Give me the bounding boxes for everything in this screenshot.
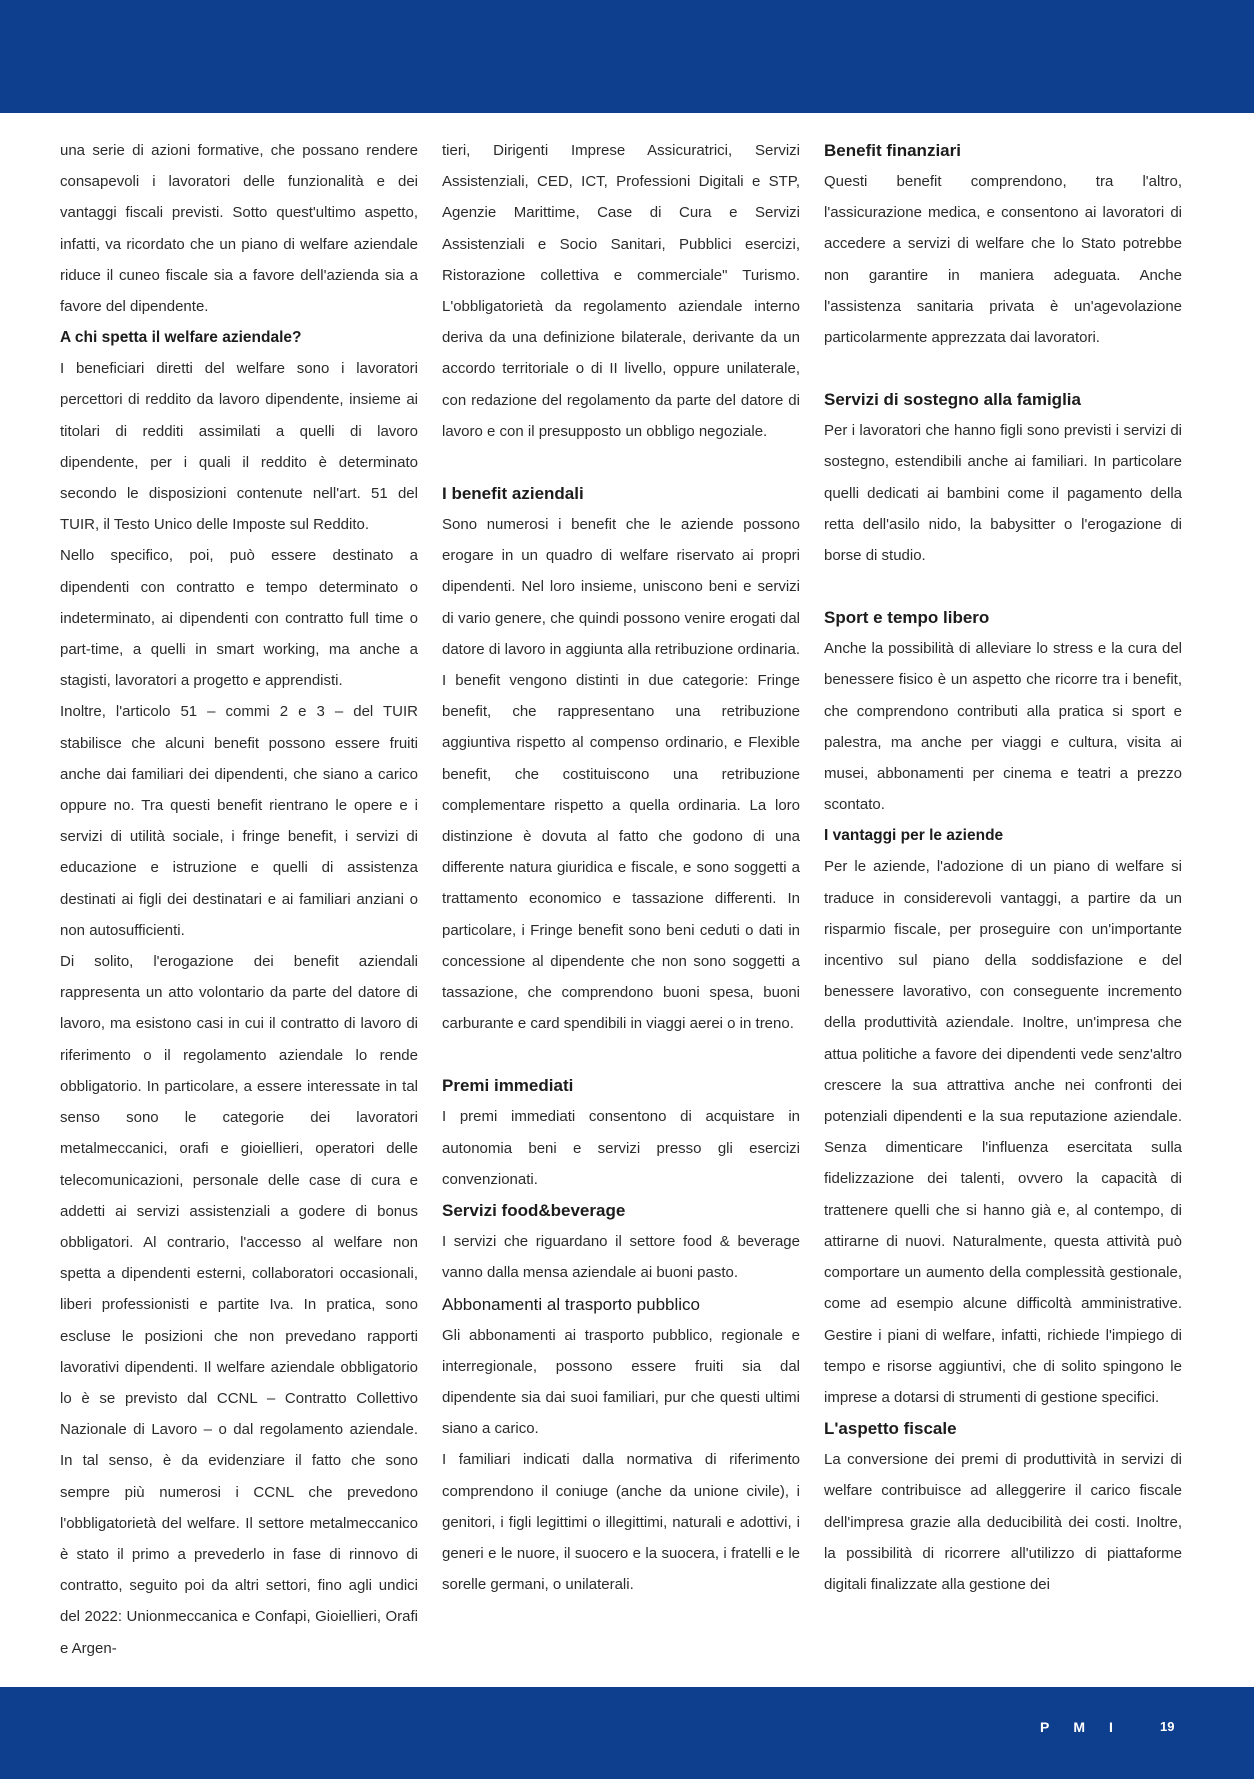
paragraph: I servizi che riguardano il settore food & beverage vanno dalla mensa aziendale ai buoni pasto.	[442, 1233, 800, 1282]
section-heading: I benefit aziendali	[442, 484, 584, 504]
paragraph: I familiari indicati dalla normativa di riferimento comprendono il coniuge (anche da unione civile), i genitori, i figli legittimi o illegittimi, naturali e adottivi, i generi e le nuore, il suocero e la suocera, i fratelli e le sorelle germani, o unilaterali.	[442, 1451, 800, 1594]
paragraph: La conversione dei premi di produttività in servizi di welfare contribuisce ad alleggerire il carico fiscale dell'impresa grazie alla deducibilità dei costi. Inoltre, la possibilità di ricorrere all'utilizzo di piattaforme digitali finalizzate alla gestione dei	[824, 1451, 1182, 1593]
paragraph: Inoltre, l'articolo 51 – commi 2 e 3 – del TUIR stabilisce che alcuni benefit possono essere fruiti anche dai familiari dei dipendenti, che siano a carico oppure no. Tra questi benefit rientrano le opere e i servizi di utilità sociale, i fringe benefit, i servizi di educazione e istruzione e quelli di assistenza destinati ai figli dei destinatari e ai familiari anziani o non autosufficienti.	[60, 703, 418, 939]
paragraph: Gli abbonamenti ai trasporto pubblico, regionale e interregionale, possono essere fruiti sia dal dipendente sia dai suoi familiari, pur che questi ultimi siano a carico.	[442, 1326, 800, 1438]
section-heading: Abbonamenti al trasporto pubblico	[442, 1294, 700, 1314]
paragraph: Di solito, l'erogazione dei benefit aziendali rappresenta un atto volontario da parte del datore di lavoro, ma esistono casi in cui il contratto di lavoro di riferimento o il regolamento aziendale lo rende obbligatorio. In particolare, a essere interessate in tal senso sono le categorie dei lavoratori metalmeccanici, orafi e gioiellieri, operatori delle telecomunicazioni, personale delle case di cura e addetti ai servizi assistenziali a godere di bonus obbligatori. Al contrario, l'accesso al welfare non spetta a dipendenti esterni, collaboratori occasionali, liberi professionisti e partite Iva. In pratica, sono escluse le posizioni che non prevedano rapporti lavorativi dipendenti. Il welfare aziendale obbligatorio lo è se previsto dal CCNL – Contratto Collettivo Nazionale di Lavoro – o dal regolamento aziendale. In tal senso, è da evidenziare il fatto che sono sempre più numerosi i CCNL che prevedono l'obbligatorietà del welfare. Il settore metalmeccanico è stato il primo a prevederlo in fase di rinnovo di contratto, seguito poi da altri settori, fino agli undici del 2022: Unionmeccanica e Confapi, Gioiellieri, Orafi e Argen-	[60, 953, 418, 1657]
paragraph: tieri, Dirigenti Imprese Assicuratrici, Servizi Assistenziali, CED, ICT, Professioni Digitali e STP, Agenzie Marittime, Case di Cura e Servizi Assistenziali e Socio Sanitari, Pubblici esercizi, Ristorazione collettiva e commerciale" Turismo. L'obbligatorietà da regolamento aziendale interno deriva da una definizione bilaterale, derivante da un accordo territoriale o di II livello, oppure unilaterale, con redazione del regolamento da parte del datore di lavoro e con il presupposto un obbligo negoziale.	[442, 142, 800, 440]
section-heading: L'aspetto fiscale	[824, 1419, 957, 1439]
section-heading: Benefit finanziari	[824, 141, 961, 160]
paragraph: I premi immediati consentono di acquistare in autonomia beni e servizi presso gli esercizi convenzionati.	[442, 1108, 800, 1188]
header-band	[0, 0, 1254, 113]
magazine-brand: PMI	[1040, 1719, 1137, 1735]
paragraph: Per le aziende, l'adozione di un piano di welfare si traduce in considerevoli vantaggi, a partire da un risparmio fiscale, per proseguire con un'importante incentivo sul piano della soddisfazione e del benessere lavorativo, con conseguente incremento della produttività aziendale. Inoltre, un'impresa che attua politiche a favore dei dipendenti vede senz'altro crescere la sua attrattiva anche nei confronti dei potenziali dipendenti e la sua reputazione aziendale. Senza dimenticare l'influenza esercitata sulla fidelizzazione dei talenti, ovvero la capacità di trattenere quelli che si hanno già e, al contempo, di attirarne di nuovi. Naturalmente, questa attività può comportare un aumento della complessità gestionale, come ad esempio alcune difficoltà amministrative. Gestire i piani di welfare, infatti, richiede l'impiego di tempo e risorse aggiuntivi, che di solito spingono le imprese a dotarsi di strumenti di gestione specifici.	[824, 858, 1182, 1406]
section-heading: Premi immediati	[442, 1076, 574, 1096]
paragraph: Nello specifico, poi, può essere destinato a dipendenti con contratto e tempo determinato o indeterminato, ai dipendenti con contratto full time o part-time, a quelli in smart working, ma anche a stagisti, lavoratori a progetto e apprendisti.	[60, 547, 418, 690]
article-column-2	[442, 135, 800, 1600]
paragraph: Sono numerosi i benefit che le aziende possono erogare in un quadro di welfare riservato ai propri dipendenti. Nel loro insieme, uniscono beni e servizi di vario genere, che quindi possono venire erogati dal datore di lavoro in aggiunta alla retribuzione ordinaria. I benefit vengono distinti in due categorie: Fringe benefit, che rappresentano una retribuzione aggiuntiva rispetto al compenso ordinario, e Flexible benefit, che costituiscono una retribuzione complementare rispetto a quella ordinaria. La loro distinzione è dovuta al fatto che godono di una differente natura giuridica e fiscale, e sono soggetti a trattamento economico e tassazione differenti. In particolare, i Fringe benefit sono beni ceduti o dati in concessione al dipendente che non sono soggetti a tassazione, che comprendono buoni spesa, buoni carburante e card spendibili in viaggi aerei o in treno.	[442, 516, 800, 1033]
paragraph: I beneficiari diretti del welfare sono i lavoratori percettori di reddito da lavoro dipendente, insieme ai titolari di redditi assimilati a quelli di lavoro dipendente, per i quali il reddito è determinato secondo le disposizioni contenute nell'art. 51 del TUIR, il Testo Unico delle Imposte sul Reddito.	[60, 360, 418, 534]
paragraph: Per i lavoratori che hanno figli sono previsti i servizi di sostegno, estendibili anche ai familiari. In particolare quelli dedicati ai bambini come il pagamento della retta dell'asilo nido, la babysitter o l'erogazione di borse di studio.	[824, 422, 1182, 565]
section-heading: Servizi di sostegno alla famiglia	[824, 390, 1081, 410]
article-column-3	[824, 135, 1182, 1600]
section-heading: Sport e tempo libero	[824, 608, 990, 628]
paragraph: una serie di azioni formative, che possano rendere consapevoli i lavoratori delle funzionalità e dei vantaggi fiscali previsti. Sotto quest'ultimo aspetto, infatti, va ricordato che un piano di welfare aziendale riduce il cuneo fiscale sia a favore dell'azienda sia a favore del dipendente.	[60, 142, 418, 316]
section-heading: A chi spetta il welfare aziendale?	[60, 329, 302, 347]
article-column-1	[60, 135, 418, 1664]
paragraph: Anche la possibilità di alleviare lo stress e la cura del benessere fisico è un aspetto che ricorre tra i benefit, che comprendono contributi alla pratica si sport e palestra, ma anche per viaggi e cultura, visita ai musei, abbonamenti per cinema e teatri a prezzo scontato.	[824, 640, 1182, 814]
section-heading: I vantaggi per le aziende	[824, 827, 1004, 845]
paragraph: Questi benefit comprendono, tra l'altro, l'assicurazione medica, e consentono ai lavoratori di accedere a servizi di welfare che lo Stato potrebbe non garantire in maniera adeguata. Anche l'assistenza sanitaria privata è un'agevolazione particolarmente apprezzata dai lavoratori.	[824, 173, 1182, 347]
section-heading: Servizi food&beverage	[442, 1201, 626, 1221]
page-number: 19	[1160, 1719, 1175, 1734]
